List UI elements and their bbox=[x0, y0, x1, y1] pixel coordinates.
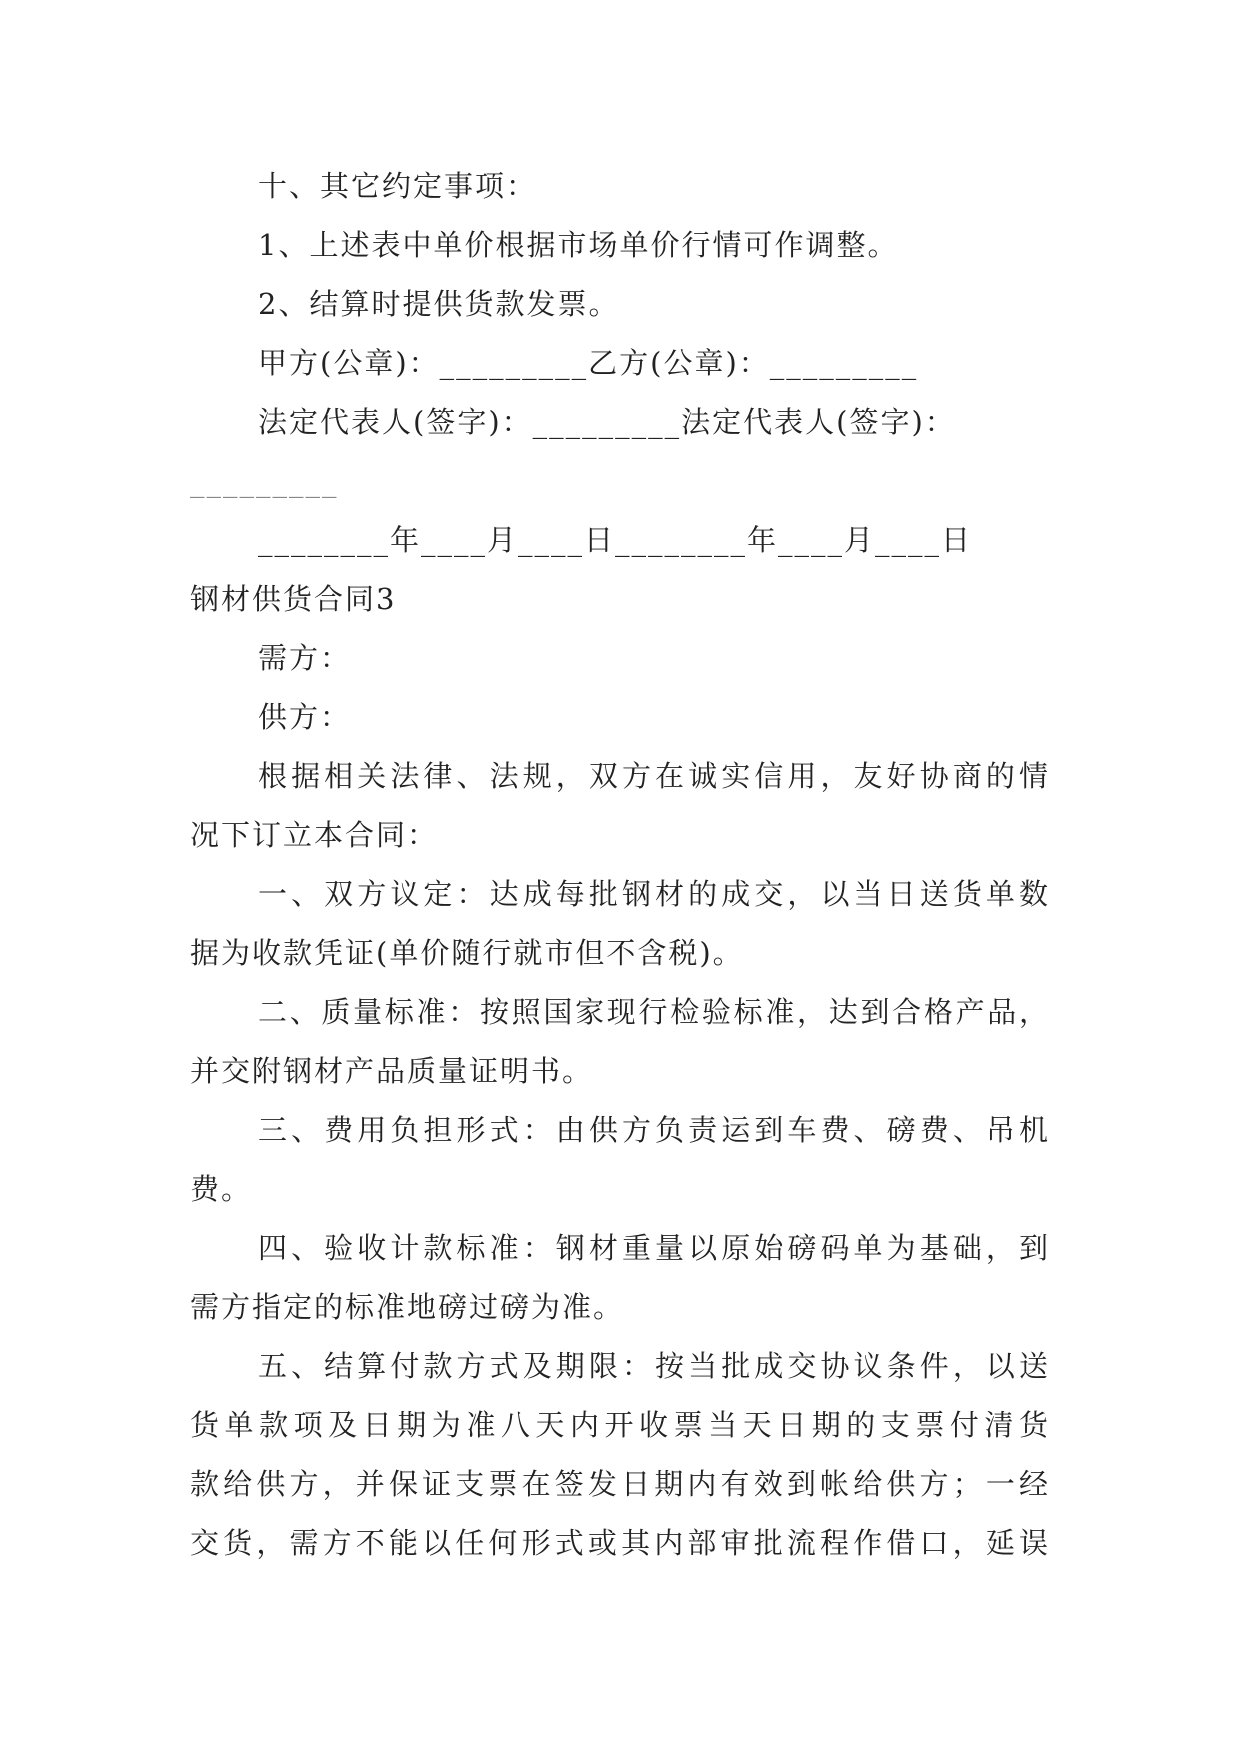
paragraph-line: 二、质量标准：按照国家现行检验标准，达到合格产品， bbox=[258, 995, 1050, 1029]
paragraph-line: 2、结算时提供货款发票。 bbox=[258, 287, 620, 321]
paragraph-line: 货单款项及日期为准八天内开收票当天日期的支票付清货 bbox=[190, 1408, 1050, 1442]
paragraph-line: 况下订立本合同： bbox=[190, 818, 439, 852]
paragraph-line: 四、验收计款标准：钢材重量以原始磅码单为基础，到 bbox=[258, 1231, 1050, 1265]
paragraph-line: 并交附钢材产品质量证明书。 bbox=[190, 1054, 594, 1088]
signature-line: 法定代表人(签字)：_________法定代表人(签字)： bbox=[258, 405, 956, 439]
section-heading: 十、其它约定事项： bbox=[258, 169, 538, 203]
paragraph-line: 交货，需方不能以任何形式或其内部审批流程作借口，延误 bbox=[190, 1526, 1050, 1560]
signature-blank: _________ bbox=[190, 464, 339, 498]
section-title: 钢材供货合同3 bbox=[190, 582, 397, 616]
paragraph-line: 需方： bbox=[258, 641, 352, 675]
paragraph-line: 费。 bbox=[190, 1172, 253, 1206]
paragraph-line: 需方指定的标准地磅过磅为准。 bbox=[190, 1290, 625, 1324]
paragraph-line: 款给供方，并保证支票在签发日期内有效到帐给供方；一经 bbox=[190, 1467, 1050, 1501]
signature-line: 甲方(公章)：_________乙方(公章)：_________ bbox=[258, 346, 919, 380]
date-line: ________年____月____日________年____月____日 bbox=[258, 523, 973, 557]
paragraph-line: 1、上述表中单价根据市场单价行情可作调整。 bbox=[258, 228, 899, 262]
paragraph-line: 据为收款凭证(单价随行就市但不含税)。 bbox=[190, 936, 744, 970]
paragraph-line: 根据相关法律、法规，双方在诚实信用，友好协商的情 bbox=[258, 759, 1050, 793]
paragraph-line: 五、结算付款方式及期限：按当批成交协议条件，以送 bbox=[258, 1349, 1050, 1383]
paragraph-line: 供方： bbox=[258, 700, 352, 734]
paragraph-line: 一、双方议定：达成每批钢材的成交，以当日送货单数 bbox=[258, 877, 1050, 911]
paragraph-line: 三、费用负担形式：由供方负责运到车费、磅费、吊机 bbox=[258, 1113, 1050, 1147]
